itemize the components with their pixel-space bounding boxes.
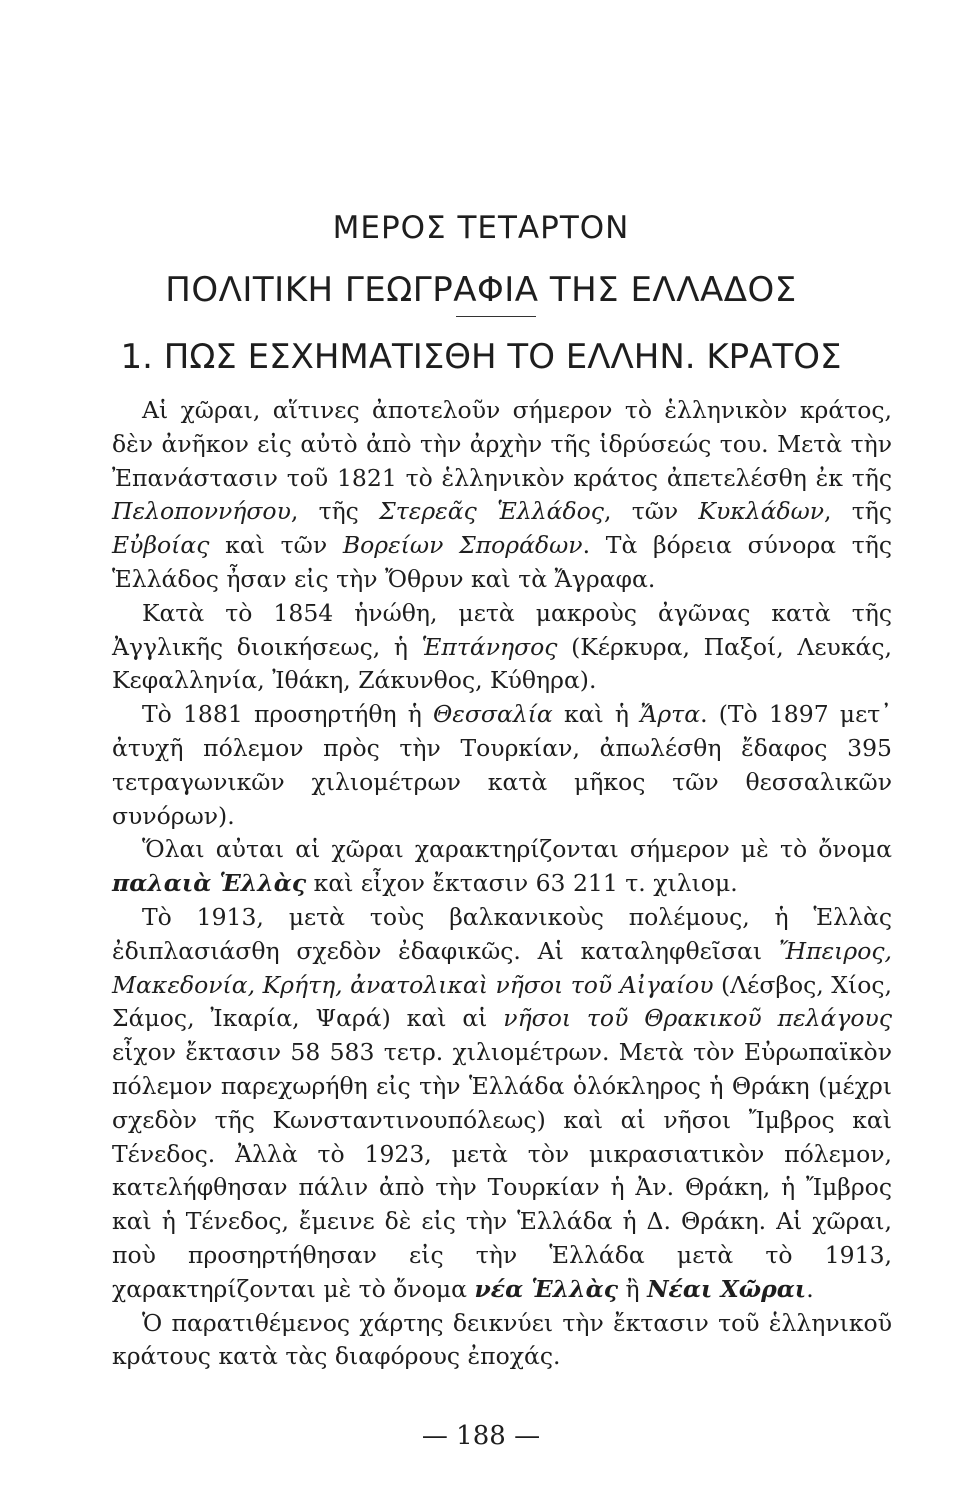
paragraph-6: [112, 1307, 892, 1375]
italic-term: Κυκλάδων: [698, 497, 825, 526]
italic-term: νῆσοι τοῦ Θρακικοῦ πελάγους: [503, 1004, 892, 1033]
text-run: , τῆς: [824, 497, 893, 526]
text-run: . (Τὸ 1897 μετ᾽ ἀτυχῆ πόλεμον πρὸς τὴν Τουρκίαν, ἀπωλέσθη ἔδαφος 395 τετραγωνικῶν χιλιομέτρων κατὰ μῆκος τῶν θεσσαλικῶν συνόρων).: [112, 700, 892, 830]
paragraph-5: [112, 901, 892, 1307]
title-divider: [456, 316, 536, 317]
text-run: καὶ εἶχον ἔκτασιν 63 211 τ. χιλιομ.: [306, 869, 738, 898]
italic-term: Ἑπτάνησος: [421, 632, 558, 661]
text-run: , τῆς: [290, 497, 380, 526]
bold-italic-term: νέα Ἑλλὰς: [474, 1274, 619, 1303]
text-run: Αἱ χῶραι, αἵτινες ἀποτελοῦν σήμερον τὸ ἑλληνικὸν κράτος, δὲν ἀνῆκον εἰς αὐτὸ ἀπὸ τὴν ἀρχὴν τῆς ἱδρύσεώς του. Μετὰ τὴν Ἐπανάστασιν τοῦ 1821 τὸ ἑλληνικὸν κράτος ἀπετελέσθη ἐκ τῆς: [112, 396, 892, 492]
page-number: — 188 —: [421, 1421, 541, 1451]
text-run: Ὅλαι αὐται αἱ χῶραι χαρακτηρίζονται σήμερον μὲ τὸ ὄνομα: [142, 835, 892, 864]
italic-term: Πελοποννήσου: [112, 497, 291, 526]
text-run: (Λέσβος, Χίος, Σάμος, Ἰκαρία, Ψαρά) καὶ αἱ: [112, 970, 892, 1033]
text-run: ἢ: [618, 1274, 648, 1303]
text-run: εἶχον ἔκτασιν 58 583 τετρ. χιλιομέτρων. Μετὰ τὸν Εὐρωπαϊκὸν πόλεμον παρεχωρήθη εἰς τὴν Ἑλλάδα ὁλόκληρος ἡ Θράκη (μέχρι σχεδὸν τῆς Κωνσταντινουπόλεως) καὶ αἱ νῆσοι Ἴμβρος καὶ Τένεδος. Ἀλλὰ τὸ 1923, μετὰ τὸν μικρασιατικὸν πόλεμον, κατελήφθησαν πάλιν ἀπὸ τὴν Τουρκίαν ἡ Ἀν. Θράκη, ἡ Ἴμβρος καὶ ἡ Τένεδος, ἔμεινε δὲ εἰς τὴν Ἑλλάδα ἡ Δ. Θράκη. Αἱ χῶραι, ποὺ προσηρτήθησαν εἰς τὴν Ἑλλάδα μετὰ τὸ 1913, χαρακτηρίζονται μὲ τὸ ὄνομα: [112, 1038, 892, 1303]
body-text: [112, 394, 892, 1374]
italic-term: Ἤπειρος, Μακεδονία, Κρήτη, ἀνατολικαὶ νῆσοι τοῦ Αἰγαίου: [112, 936, 892, 999]
text-run: Κατὰ τὸ 1854 ἡνώθη, μετὰ μακροὺς ἀγῶνας κατὰ τῆς Ἀγγλικῆς διοικήσεως, ἡ: [112, 598, 892, 661]
paragraph-1: [112, 394, 892, 597]
paragraph-3: [112, 698, 892, 833]
italic-term: Βορείων Σποράδων: [342, 531, 583, 560]
text-run: . Τὰ βόρεια σύνορα τῆς Ἑλλάδος ἦσαν εἰς τὴν Ὄθρυν καὶ τὰ Ἄγραφα.: [112, 531, 893, 593]
section-title: 1. ΠΩΣ ΕΣΧΗΜΑΤΙΣΘΗ ΤΟ ΕΛΛΗΝ. ΚΡΑΤΟΣ: [120, 337, 842, 377]
italic-term: Στερεᾶς Ἑλλάδος: [379, 497, 604, 526]
text-run: .: [806, 1274, 814, 1303]
paragraph-4: [112, 833, 892, 901]
paragraph-2: [112, 597, 892, 698]
text-run: Ὁ παρατιθέμενος χάρτης δεικνύει τὴν ἔκτασιν τοῦ ἑλληνικοῦ κράτους κατὰ τὰς διαφόρους ἐποχάς.: [112, 1308, 892, 1371]
text-run: καὶ ἡ: [552, 700, 641, 729]
text-run: (Κέρκυρα, Παξοί, Λευκάς, Κεφαλληνία, Ἰθάκη, Ζάκυνθος, Κύθηρα).: [112, 632, 893, 695]
text-run: καὶ τῶν: [209, 531, 343, 560]
italic-term: Εὐβοίας: [112, 531, 210, 560]
italic-term: Ἄρτα: [640, 700, 701, 729]
italic-term: Θεσσαλία: [432, 700, 553, 729]
chapter-title: ΠΟΛΙΤΙΚΗ ΓΕΩΓΡΑΦΙΑ ΤΗΣ ΕΛΛΑΔΟΣ: [165, 270, 797, 310]
text-run: , τῶν: [603, 497, 699, 526]
bold-italic-term: Νέαι Χῶραι: [647, 1274, 807, 1303]
text-run: Τὸ 1913, μετὰ τοὺς βαλκανικοὺς πολέμους, ἡ Ἑλλὰς ἐδιπλασιάσθη σχεδὸν ἐδαφικῶς. Αἱ καταληφθεῖσαι: [112, 902, 892, 965]
text-run: Τὸ 1881 προσηρτήθη ἡ: [142, 700, 433, 729]
bold-italic-term: παλαιὰ Ἑλλὰς: [112, 869, 307, 898]
part-heading: ΜΕΡΟΣ ΤΕΤΑΡΤΟΝ: [332, 210, 630, 246]
